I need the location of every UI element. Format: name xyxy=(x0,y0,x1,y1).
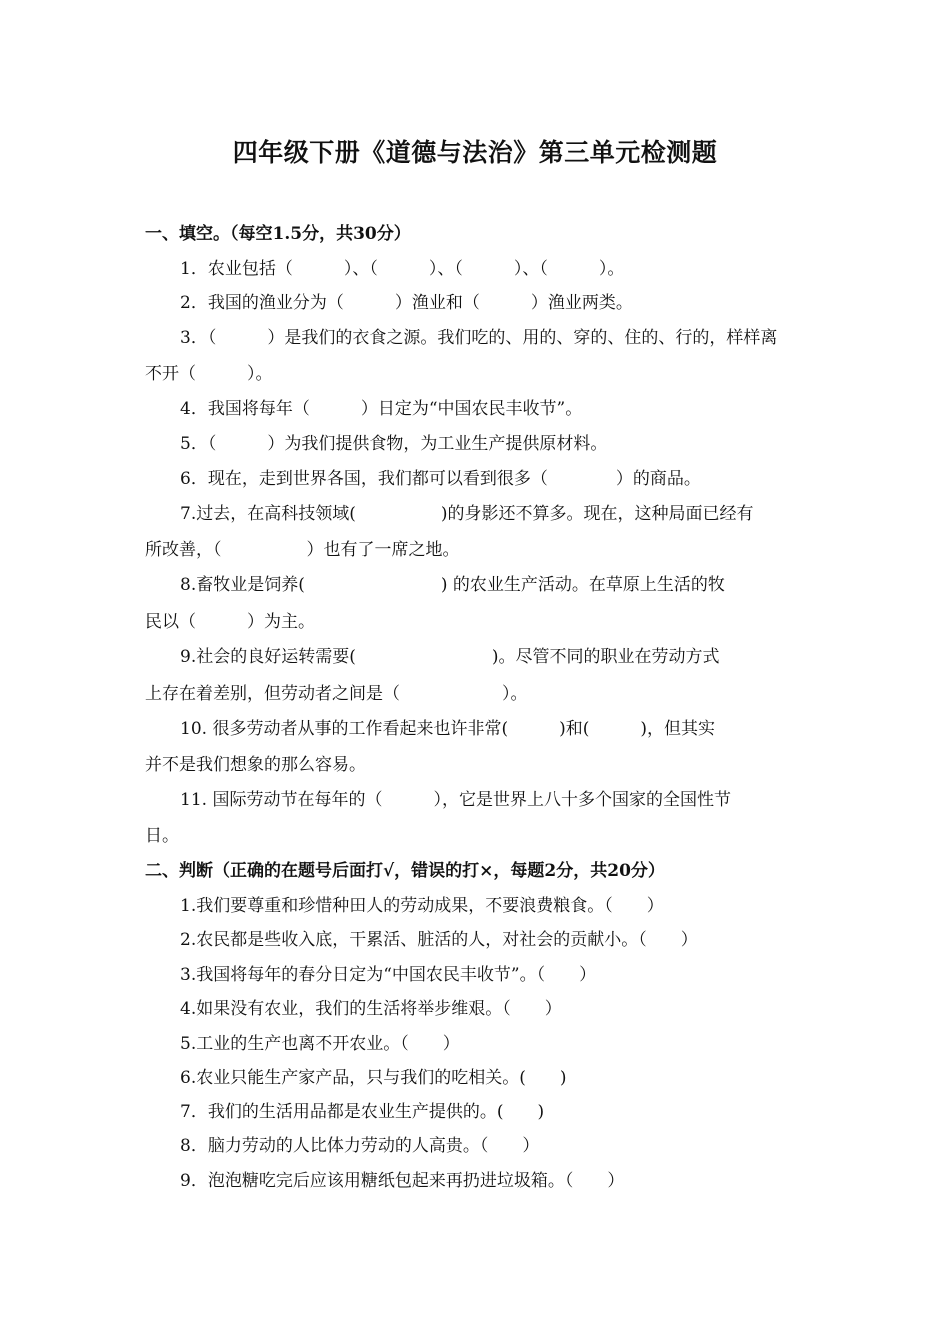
question-line: 8．脑力劳动的人比体力劳动的人高贵。（ ） xyxy=(180,1136,540,1156)
section1-heading: 一、填空。（每空1.5分，共30分） xyxy=(145,224,411,244)
question-line: 4.如果没有农业，我们的生活将举步维艰。（ ） xyxy=(180,999,562,1019)
question-line: 9.社会的良好运转需要( )。尽管不同的职业在劳动方式 xyxy=(180,647,720,667)
question-line: 1．农业包括（ ）、（ ）、（ ）、（ ）。 xyxy=(180,259,625,279)
question-line: 11. 国际劳动节在每年的（ ），它是世界上八十多个国家的全国性节 xyxy=(180,790,731,810)
question-line: 4．我国将每年（ ）日定为“中国农民丰收节”。 xyxy=(180,399,583,419)
question-line: 日。 xyxy=(145,826,179,846)
question-line: 2.农民都是些收入底，干累活、脏活的人，对社会的贡献小。（ ） xyxy=(180,930,698,950)
page-title: 四年级下册《道德与法治》第三单元检测题 xyxy=(232,138,718,167)
question-line: 1.我们要尊重和珍惜种田人的劳动成果，不要浪费粮食。（ ） xyxy=(180,896,664,916)
question-line: 7．我们的生活用品都是农业生产提供的。( ) xyxy=(180,1102,545,1122)
question-line: 3．（ ）是我们的衣食之源。我们吃的、用的、穿的、住的、行的，样样离 xyxy=(180,328,778,348)
question-line: 上存在着差别，但劳动者之间是（ ）。 xyxy=(145,684,528,704)
question-line: 2．我国的渔业分为（ ）渔业和（ ）渔业两类。 xyxy=(180,293,633,313)
question-line: 6.农业只能生产家产品，只与我们的吃相关。( ) xyxy=(180,1068,567,1088)
question-line: 5.工业的生产也离不开农业。（ ） xyxy=(180,1034,460,1054)
question-line: 8.畜牧业是饲养( ) 的农业生产活动。在草原上生活的牧 xyxy=(180,575,725,595)
question-line: 3.我国将每年的春分日定为“中国农民丰收节”。（ ） xyxy=(180,965,597,985)
question-line: 不开（ ）。 xyxy=(145,364,273,384)
question-line: 民以（ ）为主。 xyxy=(145,612,315,632)
question-line: 5．（ ）为我们提供食物，为工业生产提供原材料。 xyxy=(180,434,608,454)
question-line: 7.过去，在高科技领域( )的身影还不算多。现在，这种局面已经有 xyxy=(180,504,754,524)
question-line: 所改善，（ ）也有了一席之地。 xyxy=(145,540,460,560)
question-line: 6．现在，走到世界各国，我们都可以看到很多（ ）的商品。 xyxy=(180,469,701,489)
question-line: 10. 很多劳动者从事的工作看起来也许非常( )和( )，但其实 xyxy=(180,719,715,739)
section2-heading: 二、判断（正确的在题号后面打√，错误的打×，每题2分，共20分） xyxy=(145,861,665,881)
question-line: 9．泡泡糖吃完后应该用糖纸包起来再扔进垃圾箱。（ ） xyxy=(180,1171,625,1191)
question-line: 并不是我们想象的那么容易。 xyxy=(145,755,366,775)
